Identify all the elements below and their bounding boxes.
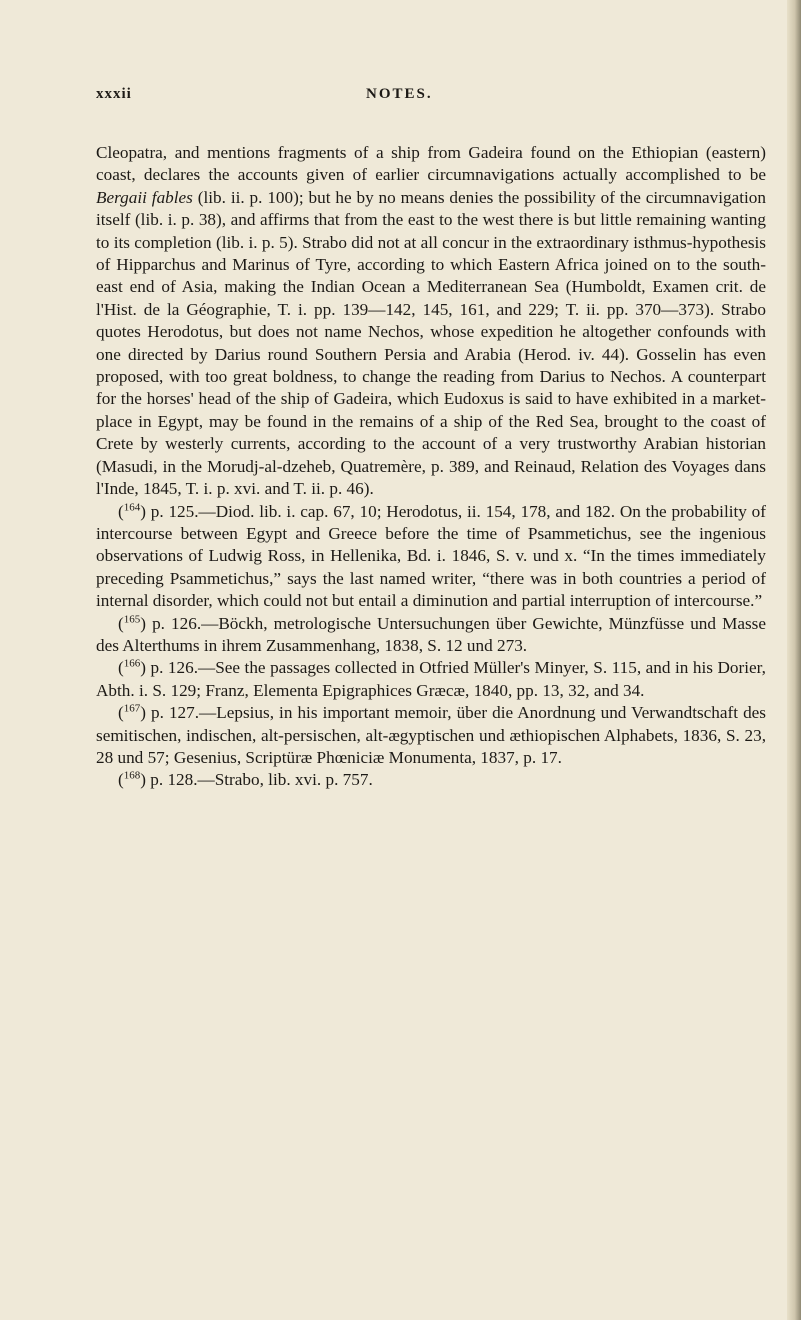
footnote-text: p. 128.—Strabo, lib. xvi. p. 757. xyxy=(150,770,373,790)
footnote-marker: 168 xyxy=(123,769,141,782)
body-text xyxy=(96,142,766,792)
page-edge-shadow xyxy=(787,0,801,1320)
intro-paragraph xyxy=(96,142,766,501)
footnote-164: ($^{164}$) p. 125.—Diod. lib. i. cap. 67, 10; Herodotus, ii. 154, 178, and 182. On the probability of intercourse between Egypt and Greece before the time of Psammetichus, see the ingenious observations of Ludwig Ross, in Hellenika, Bd. i. 1846, S. v. und x. “In the times immediately preceding Psammetichus,” says the last named writer, “there was in both countries a period of internal disorder, which could not but entail a diminution and partial interruption of intercourse.” xyxy=(96,500,766,611)
intro-italic-title: Bergaii fables xyxy=(96,187,193,207)
footnote-166: ($^{166}$) p. 126.—See the passages collected in Otfried Müller's Minyer, S. 115, and in his Dorier, Abth. i. S. 129; Franz, Elementa Epigraphices Græcæ, 1840, pp. 13, 32, and 34. xyxy=(96,657,766,700)
footnote-167: ($^{167}$) p. 127.—Lepsius, in his important memoir, über die Anordnung und Verwandtschaft des semitischen, indischen, alt-persischen, alt-ægyptischen und æthiopischen Alphabets, 1836, S. 23, 28 und 57; Gesenius, Scriptüræ Phœniciæ Monumenta, 1837, p. 17. xyxy=(96,702,766,767)
footnote-marker: 164 xyxy=(123,500,141,513)
footnote-text: p. 126.—Böckh, metrologische Untersuchungen über Gewichte, Münzfüsse und Masse des Alterthums in ihrem Zusammenhang, 1838, S. 12 und 273. xyxy=(96,613,766,655)
footnote-text: p. 125.—Diod. lib. i. cap. 67, 10; Herodotus, ii. 154, 178, and 182. On the probability of intercourse between Egypt and Greece before the time of Psammetichus, see the ingenious observations of Ludwig Ross, in Hellenika, Bd. i. 1846, S. v. und x. “In the times immediately preceding Psammetichus,” says the last named writer, “there was in both countries a period of internal disorder, which could not but entail a diminution and partial interruption of intercourse.” xyxy=(96,501,766,611)
intro-text-part-2: (lib. ii. p. 100); but he by no means denies the possibility of the circumnavigation itself (lib. i. p. 38), and affirms that from the east to the west there is but little remaining wanting to its completion (lib. i. p. 5). Strabo did not at all concur in the extraordinary isthmus-hypothesis of Hipparchus and Marinus of Tyre, according to which Eastern Africa joined on to the south-east end of Asia, making the Indian Ocean a Mediterranean Sea (Humboldt, Examen crit. de l'Hist. de la Géographie, T. i. pp. 139—142, 145, 161, and 229; T. ii. pp. 370—373). Strabo quotes Herodotus, but does not name Nechos, whose expedition he altogether confounds with one directed by Darius round Southern Persia and Arabia (Herod. iv. 44). Gosselin has even proposed, with too great boldness, to change the reading from Darius to Nechos. A counterpart for the horses' head of the ship of Gadeira, which Eudoxus is said to have exhibited in a market-place in Egypt, may be found in the remains of a ship of the Red Sea, brought to the coast of Crete by westerly currents, according to the account of a very trustworthy Arabian historian (Masudi, in the Morudj-al-dzeheb, Quatremère, p. 389, and Reinaud, Relation des Voyages dans l'Inde, 1845, T. i. p. xvi. and T. ii. p. 46). xyxy=(96,187,766,499)
footnote-marker: 166 xyxy=(123,657,141,670)
footnote-marker: 165 xyxy=(123,612,141,625)
footnote-165: ($^{165}$) p. 126.—Böckh, metrologische Untersuchungen über Gewichte, Münzfüsse und Masse des Alterthums in ihrem Zusammenhang, 1838, S. 12 und 273. xyxy=(96,612,766,655)
running-title: NOTES. xyxy=(366,86,433,102)
footnote-168: ($^{168}$) p. 128.—Strabo, lib. xvi. p. 757. xyxy=(118,769,373,790)
footnote-marker: 167 xyxy=(123,702,141,715)
footnote-text: p. 126.—See the passages collected in Otfried Müller's Minyer, S. 115, and in his Dorier, Abth. i. S. 129; Franz, Elementa Epigraphices Græcæ, 1840, pp. 13, 32, and 34. xyxy=(96,658,766,700)
page-number: xxxii xyxy=(96,86,132,102)
footnote-text: p. 127.—Lepsius, in his important memoir, über die Anordnung und Verwandtschaft des semitischen, indischen, alt-persischen, alt-ægyptischen und æthiopischen Alphabets, 1836, S. 23, 28 und 57; Gesenius, Scriptüræ Phœniciæ Monumenta, 1837, p. 17. xyxy=(96,703,766,767)
page-header xyxy=(96,86,761,110)
intro-text-part-1: Cleopatra, and mentions fragments of a ship from Gadeira found on the Ethiopian (eastern) coast, declares the accounts given of earlier circumnavigations actually accomplished to be xyxy=(96,143,766,185)
